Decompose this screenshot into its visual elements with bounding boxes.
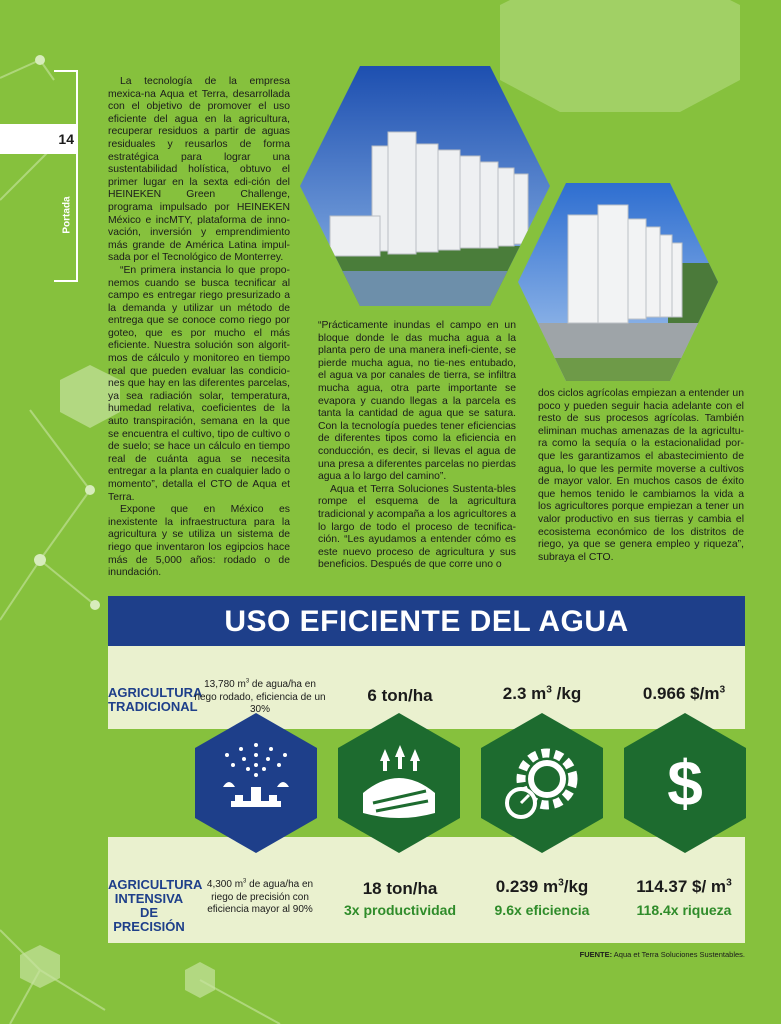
row-label-precision — [108, 877, 203, 934]
value-part: 0.239 m — [495, 877, 559, 896]
article-column-1 — [108, 76, 290, 580]
precision-value-per-m3 — [624, 877, 744, 897]
desc-part: 4,300 m — [206, 879, 244, 890]
traditional-water-per-kg — [482, 684, 602, 704]
source-label: FUENTE: — [579, 950, 613, 959]
source-credit — [480, 950, 745, 959]
row-label-line: AGRICULTURA — [108, 685, 203, 700]
traditional-value-per-m3 — [624, 684, 744, 704]
value-part: 2.3 m — [502, 684, 547, 703]
paragraph: dos ciclos agrícolas empiezan a entender un poco y pueden seguir hacia adelante con el resto de sus procesos agrícolas. También eliminan muchas amenazas de la agricultu-ra como la sequía o la estacionalidad por-que les garantizamos el abastecimiento de agua, lo que les permite moverse a cultivos de mayor valor. En muchos casos de éxito que hemos tenido le cambiamos la vida a los agricultores porque empiezan a tener un valor productivo en sus tierras y cambia el ecosistema económico de los distritos de riego, ya que se genera empleo y riqueza”, subraya el CTO. — [538, 388, 744, 563]
row-label-traditional — [108, 685, 203, 714]
sprinkler-icon — [195, 713, 317, 853]
farm-field-icon — [338, 713, 460, 853]
superscript: 3 — [558, 877, 564, 889]
precision-yield: 18 ton/ha — [362, 879, 438, 898]
row-label-line: TRADICIONAL — [108, 699, 198, 714]
precision-water-desc — [198, 879, 322, 917]
precision-water-gain: 9.6x eficiencia — [494, 902, 590, 918]
value-part: 114.37 $/ m — [636, 877, 727, 896]
silos-photo-large — [300, 66, 550, 306]
icon-band — [108, 729, 745, 837]
article-column-2 — [318, 320, 516, 572]
row-label-line: INTENSIVA DE — [114, 891, 184, 920]
desc-part: de agua/ha en riego rodado, eficiencia de un 30% — [194, 679, 326, 715]
dollar-icon — [624, 713, 746, 853]
silos-photo-small — [518, 183, 718, 381]
paragraph: “En primera instancia lo que propo-nemos cuando se busca tecnificar al campo es entregar riego presurizado a la demanda y utilizar un método de entrega que se conoce como riego por goteo, que es por mucho el más eficiente. Nuestra solución son algorit-mos de cálculo y monitoreo en tiempo real que pueden evaluar las condicio-nes que hay en las diferentes parcelas, ya sea radiación solar, temperatura, humedad relativa, coeficientes de la auto transpiración, semana en la que se encuentra el cultivo, tipo de cultivo o de suelo; se hace un cálculo en tiempo real de cuánta agua se necesita entregar a la planta en cualquier lado o momento”, detalla el CTO de Aqua et Terra. — [108, 264, 290, 503]
desc-part: de agua/ha en riego de precisión con eficiencia mayor al 90% — [207, 879, 314, 915]
superscript: 3 — [245, 678, 250, 685]
superscript: 3 — [719, 684, 726, 696]
precision-yield-gain: 3x productividad — [343, 902, 457, 918]
article-column-3 — [538, 388, 744, 564]
page-number: 14 — [0, 124, 78, 154]
value-part: /kg — [551, 684, 582, 703]
section-label — [60, 185, 74, 245]
page-marker-frame — [54, 70, 78, 282]
paragraph: “Prácticamente inundas el campo en un bloque donde le das mucha agua a la planta pero de una manera inefi-ciente, se pierde mucha agua, no tie-nes entubado, el agua va por canales de tierra, se infiltra mucha agua, otra parte importante se evapora y cuando llegas a la parcela es tanta la cantidad de agua que se satura. Con la tecnología puedes tener eficiencias de diferentes tipos como la eficiencia en conducción, es decir, si llevas el agua de una presa a diferentes parcelas no pierdas agua a lo largo del camino”. — [318, 320, 516, 483]
paragraph: Aqua et Terra Soluciones Sustenta-bles rompe el esquema de la agricultura tradicional y acompaña a los agricultores a lo largo de todo el proceso de tecnifica-ción. “Les ayudamos a entender cómo es este nuevo proceso de agricultura y sus beneficios. Después de que corre uno o — [318, 483, 516, 571]
paragraph: Expone que en México es inexistente la infraestructura para la agricultura y se utiliza un sistema de riego que inventaron los egipcios hace más de 5,000 años: rodado o de inundación. — [108, 504, 290, 579]
superscript: 3 — [546, 684, 552, 696]
gear-gauge-icon — [481, 713, 603, 853]
traditional-water-desc — [194, 679, 326, 717]
svg-text:$: $ — [667, 747, 703, 819]
infographic-panel — [108, 596, 745, 943]
source-text: Aqua et Terra Soluciones Sustentables. — [612, 950, 745, 959]
precision-water-per-kg — [482, 877, 602, 897]
paragraph: La tecnología de la empresa mexica-na Aqua et Terra, desarrollada con el objetivo de promover el uso eficiente del agua en la agricultura, recuperar residuos a partir de aguas residuales y reusarlos de forma estratégica para lograr una sustentabilidad holística, obtuvo el primer lugar en la sexta edi-ción del HEINEKEN Green Challenge, programa impulsado por HEINEKEN México e incMTY, plataforma de inno-vación, inversión y emprendimiento más grande de América Latina impul-sada por el Tecnológico de Monterrey. — [108, 76, 290, 264]
value-part: /kg — [563, 877, 589, 896]
row-label-line: PRECISIÓN — [113, 919, 185, 934]
superscript: 3 — [726, 877, 732, 889]
traditional-yield: 6 ton/ha — [367, 686, 433, 705]
superscript: 3 — [243, 878, 247, 885]
infographic-title: USO EFICIENTE DEL AGUA — [108, 596, 745, 646]
section-label-text: Portada — [61, 196, 73, 234]
row-label-line: AGRICULTURA — [108, 877, 203, 892]
value-part: 0.966 $/m — [642, 684, 720, 703]
desc-part: 13,780 m — [204, 679, 246, 690]
precision-value-gain: 118.4x riqueza — [636, 902, 732, 918]
